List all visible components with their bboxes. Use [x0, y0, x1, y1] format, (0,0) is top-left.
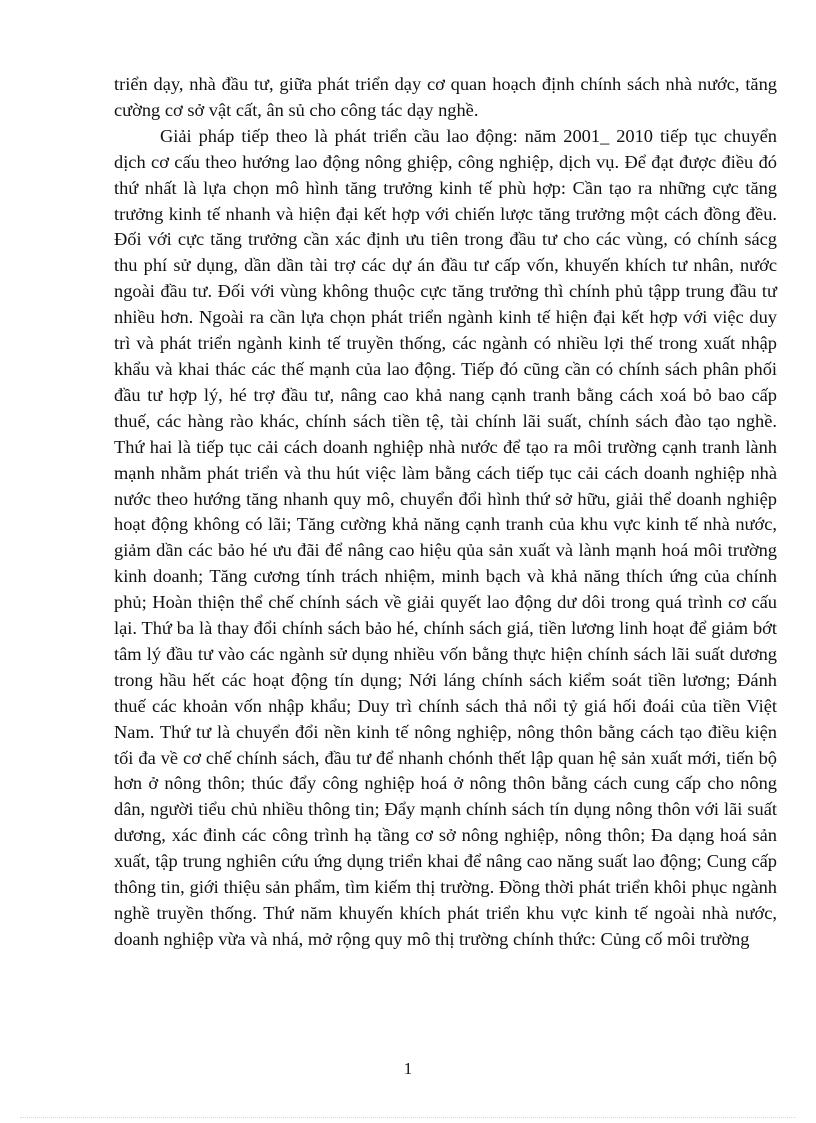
page-number: 1 — [403, 1059, 413, 1078]
page-bottom-divider — [20, 1117, 796, 1118]
paragraph-main: Giải pháp tiếp theo là phát triển cầu lao động: năm 2001_ 2010 tiếp tục chuyển dịch cơ cấu theo hướng lao động nông ghiệp, công nghiệp, dịch vụ. Để đạt được điều đó thứ nhất là lựa chọn mô hình tăng trưởng kinh tế phù hợp: Cần tạo ra những cực tăng trưởng kinh tế nhanh và hiện đại kết hợp với chiến lược tăng trưởng một cách đồng đều. Đối với cực tăng trưởng cần xác định ưu tiên trong đầu tư cho các vùng, có chính sácg thu phí sử dụng, dần dần tài trợ các dự án đầu tư cấp vốn, khuyến khích tư nhân, nước ngoài đầu tư. Đối với vùng không thuộc cực tăng trưởng thì chính phủ tậpp trung đầu tư nhiều hơn. Ngoài ra cần lựa chọn phát triển ngành kinh tế hiện đại kết hợp với việc duy trì và phát triển ngành kinh tế truyền thống, các ngành có nhiều lợi thế trong xuất nhập khẩu và khai thác các thế mạnh của lao động. Tiếp đó cũng cần có chính sách phân phối đầu tư hợp lý, hé trợ đầu tư, nâng cao khả nang cạnh tranh bằng cách xoá bỏ bao cấp thuế, các hàng rào khác, chính sách tiền tệ, tài chính lãi suất, chính sách đào tạo nghề. Thứ hai là tiếp tục cải cách doanh nghiệp nhà nước để tạo ra môi trường cạnh tranh lành mạnh nhằm phát triển và thu hút việc làm bằng cách tiếp tục cải cách doanh nghiệp nhà nước theo hướng tăng nhanh quy mô, chuyển đổi hình thứ sở hữu, giải thể doanh nghiệp hoạt động không có lãi; Tăng cường khả năng cạnh tranh của khu vực kinh tế nhà nước, giảm dần các bảo hé ưu đãi để nâng cao hiệu qủa sản xuất và lành mạnh hoá môi trường kinh doanh; Tăng cương tính trách nhiệm, minh bạch và khả năng thích ứng của chính phủ; Hoàn thiện thể chế chính sách về giải quyết lao động dư dôi trong quá trình cơ cấu lại. Thứ ba là thay đổi chính sách bảo hé, chính sách giá, tiền lương linh hoạt để giảm bớt tâm lý đầu tư vào các ngành sử dụng nhiều vốn bằng thực hiện chính sách lãi suất dương trong hầu hết các hoạt động tín dụng; Nới láng chính sách kiểm soát tiền lương; Đánh thuế các khoản vốn nhập khẩu; Duy trì chính sách thả nổi tỷ giá hối đoái của tiền Việt Nam. Thứ tư là chuyển đổi nền kinh tế nông nghiệp, nông thôn bằng cách tạo điều kiện tối đa về cơ chế chính sách, đầu tư để nhanh chónh thết lập quan hệ sản xuất mới, tiến bộ hơn ở nông thôn; thúc đẩy công nghiệp hoá ở nông thôn bằng cách cung cấp cho nông dân, người tiểu chủ nhiều thông tin; Đẩy mạnh chính sách tín dụng nông thôn với lãi suất dương, xác đinh các công trình hạ tầng cơ sở nông nghiệp, nông thôn; Đa dạng hoá sản xuất, tập trung nghiên cứu ứng dụng triển khai để nâng cao năng suất lao động; Cung cấp thông tin, giới thiệu sản phẩm, tìm kiếm thị trường. Đồng thời phát triển khôi phục ngành nghề truyền thống. Thứ năm khuyến khích phát triển khu vực kinh tế ngoài nhà nước, doanh nghiệp vừa và nhá, mở rộng quy mô thị trường chính thức: Củng cố môi trường — [114, 125, 777, 949]
paragraph-continuation: triển dạy, nhà đầu tư, giữa phát triển dạy cơ quan hoạch định chính sách nhà nước, tăng cường cơ sở vật cất, ân sủ cho công tác dạy nghề. — [114, 74, 777, 120]
document-body — [114, 72, 777, 953]
